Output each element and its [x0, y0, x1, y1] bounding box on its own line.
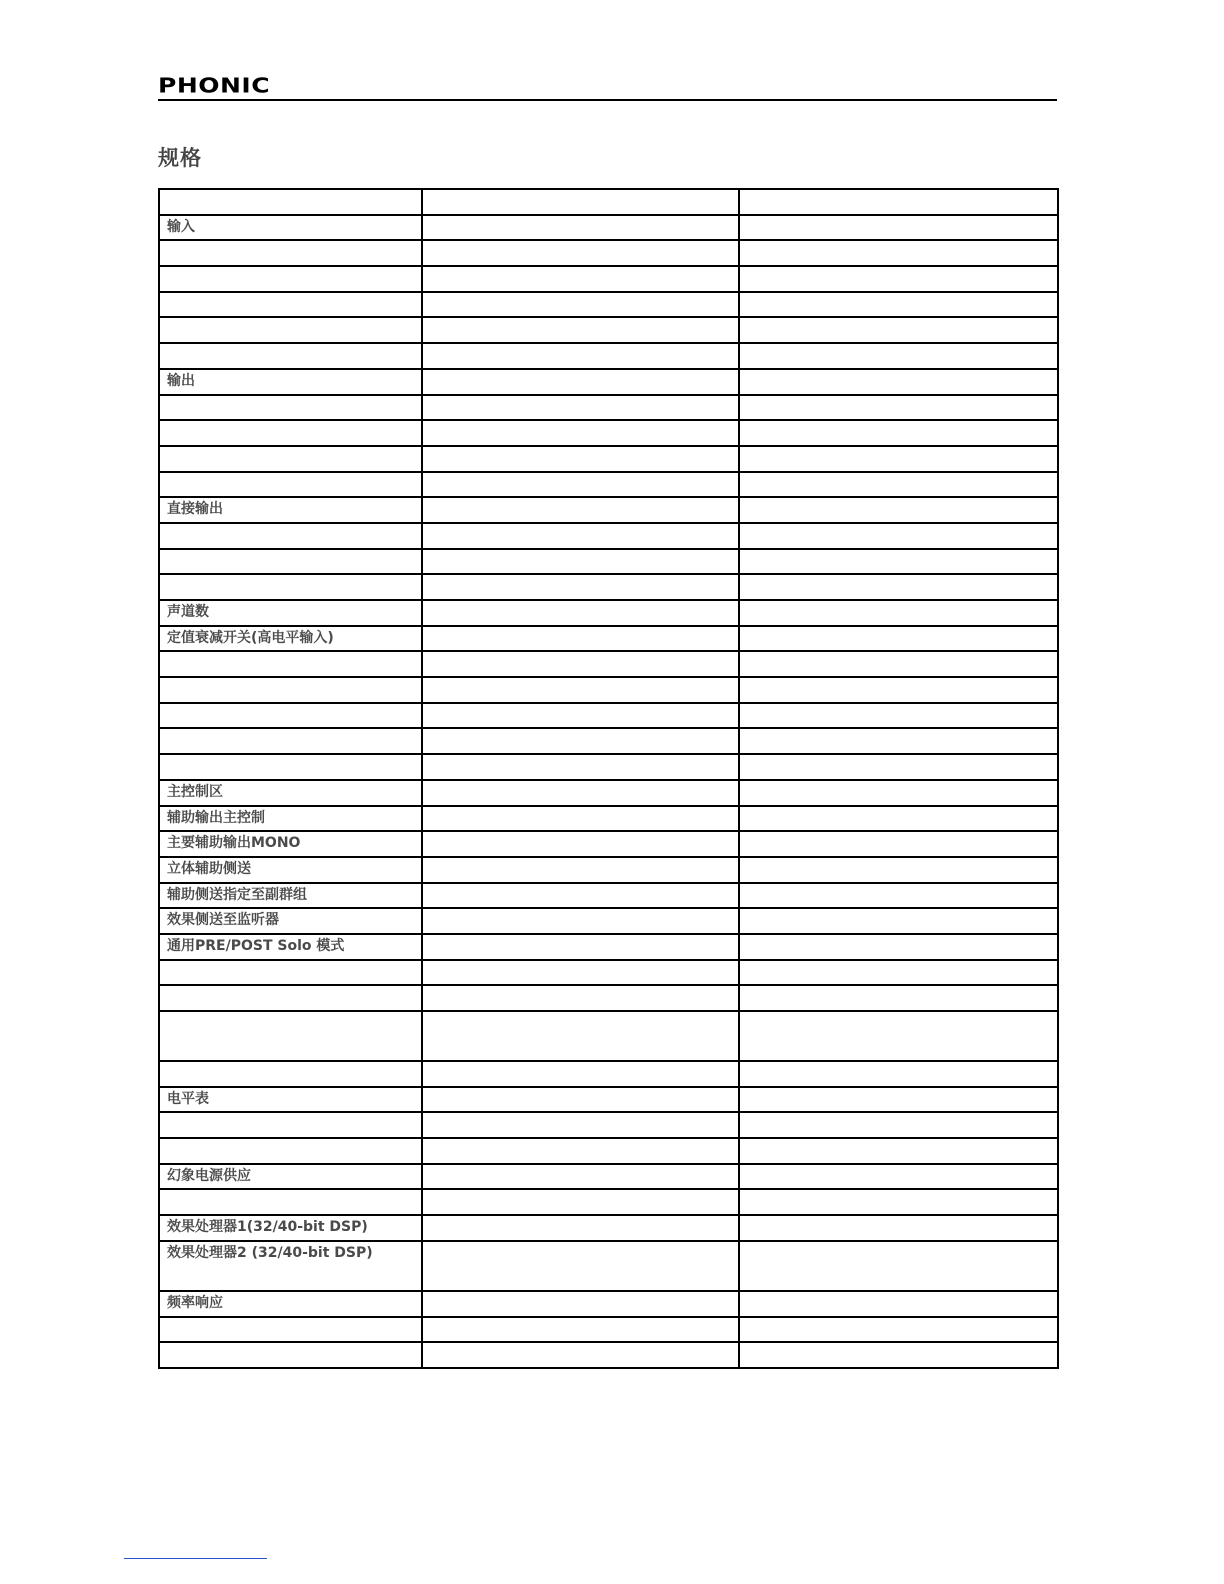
spec-value-cell	[739, 1342, 1058, 1368]
spec-label-cell: 频率响应	[159, 1291, 422, 1317]
spec-label-cell: 定值衰减开关(高电平输入)	[159, 626, 422, 652]
table-row	[159, 754, 1058, 780]
spec-value-cell	[739, 1241, 1058, 1291]
spec-value-cell	[422, 934, 739, 960]
spec-value-cell	[422, 626, 739, 652]
spec-label-cell	[159, 549, 422, 575]
table-row	[159, 857, 1058, 883]
spec-value-cell	[422, 343, 739, 369]
spec-value-cell	[739, 266, 1058, 292]
spec-label-cell	[159, 574, 422, 600]
table-row	[159, 1241, 1058, 1291]
table-row	[159, 292, 1058, 318]
spec-value-cell	[739, 1061, 1058, 1087]
spec-value-cell	[739, 369, 1058, 395]
spec-value-cell	[739, 317, 1058, 343]
spec-value-cell	[739, 677, 1058, 703]
table-row	[159, 806, 1058, 832]
spec-label-cell	[159, 1061, 422, 1087]
spec-value-cell	[422, 1241, 739, 1291]
spec-value-cell	[422, 1087, 739, 1113]
spec-value-cell	[422, 703, 739, 729]
spec-label-cell	[159, 985, 422, 1011]
spec-label-cell	[159, 240, 422, 266]
spec-value-cell	[739, 549, 1058, 575]
table-row	[159, 395, 1058, 421]
spec-value-cell	[422, 523, 739, 549]
table-row	[159, 908, 1058, 934]
table-row	[159, 1189, 1058, 1215]
spec-value-cell	[739, 1087, 1058, 1113]
spec-value-cell	[422, 292, 739, 318]
spec-label-cell	[159, 651, 422, 677]
spec-label-cell: 通用PRE/POST Solo 模式	[159, 934, 422, 960]
spec-table	[158, 188, 1059, 1369]
table-row	[159, 1342, 1058, 1368]
spec-value-cell	[422, 317, 739, 343]
spec-value-cell	[739, 780, 1058, 806]
spec-label-cell: 主要辅助输出MONO	[159, 831, 422, 857]
spec-label-cell	[159, 472, 422, 498]
spec-value-cell	[422, 677, 739, 703]
spec-value-cell	[739, 857, 1058, 883]
header-divider	[158, 99, 1057, 101]
spec-value-cell	[739, 1291, 1058, 1317]
spec-value-cell	[739, 240, 1058, 266]
spec-value-cell	[739, 831, 1058, 857]
spec-value-cell	[739, 215, 1058, 241]
spec-value-cell	[739, 1215, 1058, 1241]
spec-value-cell	[422, 1291, 739, 1317]
spec-value-cell	[422, 240, 739, 266]
spec-label-cell	[159, 960, 422, 986]
spec-value-cell	[422, 189, 739, 215]
table-row	[159, 343, 1058, 369]
spec-value-cell	[422, 831, 739, 857]
spec-value-cell	[739, 446, 1058, 472]
spec-value-cell	[422, 857, 739, 883]
table-row	[159, 780, 1058, 806]
table-row	[159, 1138, 1058, 1164]
spec-value-cell	[422, 883, 739, 909]
spec-value-cell	[422, 600, 739, 626]
spec-value-cell	[422, 472, 739, 498]
spec-value-cell	[739, 728, 1058, 754]
spec-value-cell	[422, 395, 739, 421]
spec-label-cell: 辅助侧送指定至副群组	[159, 883, 422, 909]
spec-value-cell	[739, 703, 1058, 729]
spec-label-cell	[159, 420, 422, 446]
table-row	[159, 651, 1058, 677]
spec-value-cell	[422, 806, 739, 832]
spec-value-cell	[739, 1112, 1058, 1138]
spec-value-cell	[422, 1215, 739, 1241]
table-row	[159, 317, 1058, 343]
table-row	[159, 497, 1058, 523]
table-row	[159, 883, 1058, 909]
spec-value-cell	[422, 985, 739, 1011]
spec-label-cell	[159, 317, 422, 343]
table-row	[159, 420, 1058, 446]
spec-label-cell: 效果处理器2 (32/40-bit DSP)	[159, 1241, 422, 1291]
table-row	[159, 549, 1058, 575]
page-title: 规格	[158, 146, 202, 170]
spec-label-cell	[159, 446, 422, 472]
spec-value-cell	[422, 728, 739, 754]
spec-value-cell	[739, 600, 1058, 626]
spec-value-cell	[739, 1189, 1058, 1215]
spec-label-cell	[159, 1317, 422, 1343]
spec-value-cell	[422, 369, 739, 395]
table-row	[159, 215, 1058, 241]
spec-value-cell	[739, 574, 1058, 600]
spec-value-cell	[422, 908, 739, 934]
table-row	[159, 240, 1058, 266]
spec-value-cell	[422, 754, 739, 780]
spec-value-cell	[739, 189, 1058, 215]
spec-label-cell	[159, 292, 422, 318]
spec-label-cell	[159, 1112, 422, 1138]
spec-label-cell: 幻象电源供应	[159, 1164, 422, 1190]
table-row	[159, 1164, 1058, 1190]
spec-label-cell	[159, 189, 422, 215]
spec-value-cell	[422, 574, 739, 600]
table-row	[159, 626, 1058, 652]
table-row	[159, 266, 1058, 292]
spec-value-cell	[422, 1061, 739, 1087]
table-row	[159, 446, 1058, 472]
spec-value-cell	[422, 1112, 739, 1138]
spec-value-cell	[422, 1164, 739, 1190]
table-row	[159, 600, 1058, 626]
spec-label-cell: 电平表	[159, 1087, 422, 1113]
spec-value-cell	[422, 1011, 739, 1061]
spec-value-cell	[739, 472, 1058, 498]
spec-value-cell	[739, 420, 1058, 446]
brand-logo: PHONIC	[158, 73, 271, 98]
table-row	[159, 1087, 1058, 1113]
spec-value-cell	[739, 395, 1058, 421]
spec-value-cell	[739, 934, 1058, 960]
spec-label-cell	[159, 343, 422, 369]
spec-value-cell	[739, 985, 1058, 1011]
spec-label-cell	[159, 1138, 422, 1164]
table-row	[159, 934, 1058, 960]
spec-value-cell	[739, 1164, 1058, 1190]
table-row	[159, 1215, 1058, 1241]
spec-label-cell	[159, 1011, 422, 1061]
spec-value-cell	[739, 908, 1058, 934]
spec-value-cell	[739, 626, 1058, 652]
spec-value-cell	[739, 1138, 1058, 1164]
spec-value-cell	[739, 497, 1058, 523]
table-row	[159, 1061, 1058, 1087]
table-row	[159, 523, 1058, 549]
spec-value-cell	[739, 523, 1058, 549]
spec-value-cell	[422, 446, 739, 472]
table-row	[159, 1011, 1058, 1061]
spec-value-cell	[422, 497, 739, 523]
spec-value-cell	[739, 806, 1058, 832]
spec-value-cell	[739, 883, 1058, 909]
table-row	[159, 728, 1058, 754]
spec-value-cell	[422, 960, 739, 986]
spec-value-cell	[739, 1317, 1058, 1343]
table-row	[159, 831, 1058, 857]
spec-label-cell	[159, 395, 422, 421]
table-row	[159, 985, 1058, 1011]
spec-value-cell	[739, 343, 1058, 369]
spec-label-cell: 效果侧送至监听器	[159, 908, 422, 934]
spec-value-cell	[422, 1317, 739, 1343]
table-row	[159, 1291, 1058, 1317]
spec-label-cell	[159, 523, 422, 549]
spec-label-cell: 输出	[159, 369, 422, 395]
spec-label-cell: 立体辅助侧送	[159, 857, 422, 883]
spec-value-cell	[739, 651, 1058, 677]
spec-label-cell	[159, 1342, 422, 1368]
spec-label-cell	[159, 1189, 422, 1215]
table-row	[159, 703, 1058, 729]
spec-label-cell: 输入	[159, 215, 422, 241]
spec-value-cell	[422, 1138, 739, 1164]
spec-label-cell	[159, 703, 422, 729]
table-row	[159, 1317, 1058, 1343]
spec-label-cell	[159, 266, 422, 292]
spec-value-cell	[739, 1011, 1058, 1061]
spec-value-cell	[422, 266, 739, 292]
table-row	[159, 574, 1058, 600]
table-row	[159, 472, 1058, 498]
spec-value-cell	[739, 754, 1058, 780]
spec-value-cell	[422, 1342, 739, 1368]
spec-label-cell	[159, 728, 422, 754]
spec-label-cell: 声道数	[159, 600, 422, 626]
table-row	[159, 960, 1058, 986]
spec-value-cell	[422, 420, 739, 446]
spec-label-cell: 主控制区	[159, 780, 422, 806]
spec-value-cell	[422, 215, 739, 241]
spec-label-cell: 效果处理器1(32/40-bit DSP)	[159, 1215, 422, 1241]
footer-link-underline	[124, 1558, 267, 1559]
spec-value-cell	[422, 1189, 739, 1215]
table-row	[159, 369, 1058, 395]
spec-label-cell: 直接输出	[159, 497, 422, 523]
table-row	[159, 1112, 1058, 1138]
table-row	[159, 677, 1058, 703]
spec-value-cell	[422, 780, 739, 806]
spec-value-cell	[739, 292, 1058, 318]
spec-value-cell	[422, 651, 739, 677]
spec-label-cell	[159, 677, 422, 703]
spec-value-cell	[739, 960, 1058, 986]
spec-value-cell	[422, 549, 739, 575]
spec-label-cell: 辅助输出主控制	[159, 806, 422, 832]
spec-label-cell	[159, 754, 422, 780]
table-row	[159, 189, 1058, 215]
